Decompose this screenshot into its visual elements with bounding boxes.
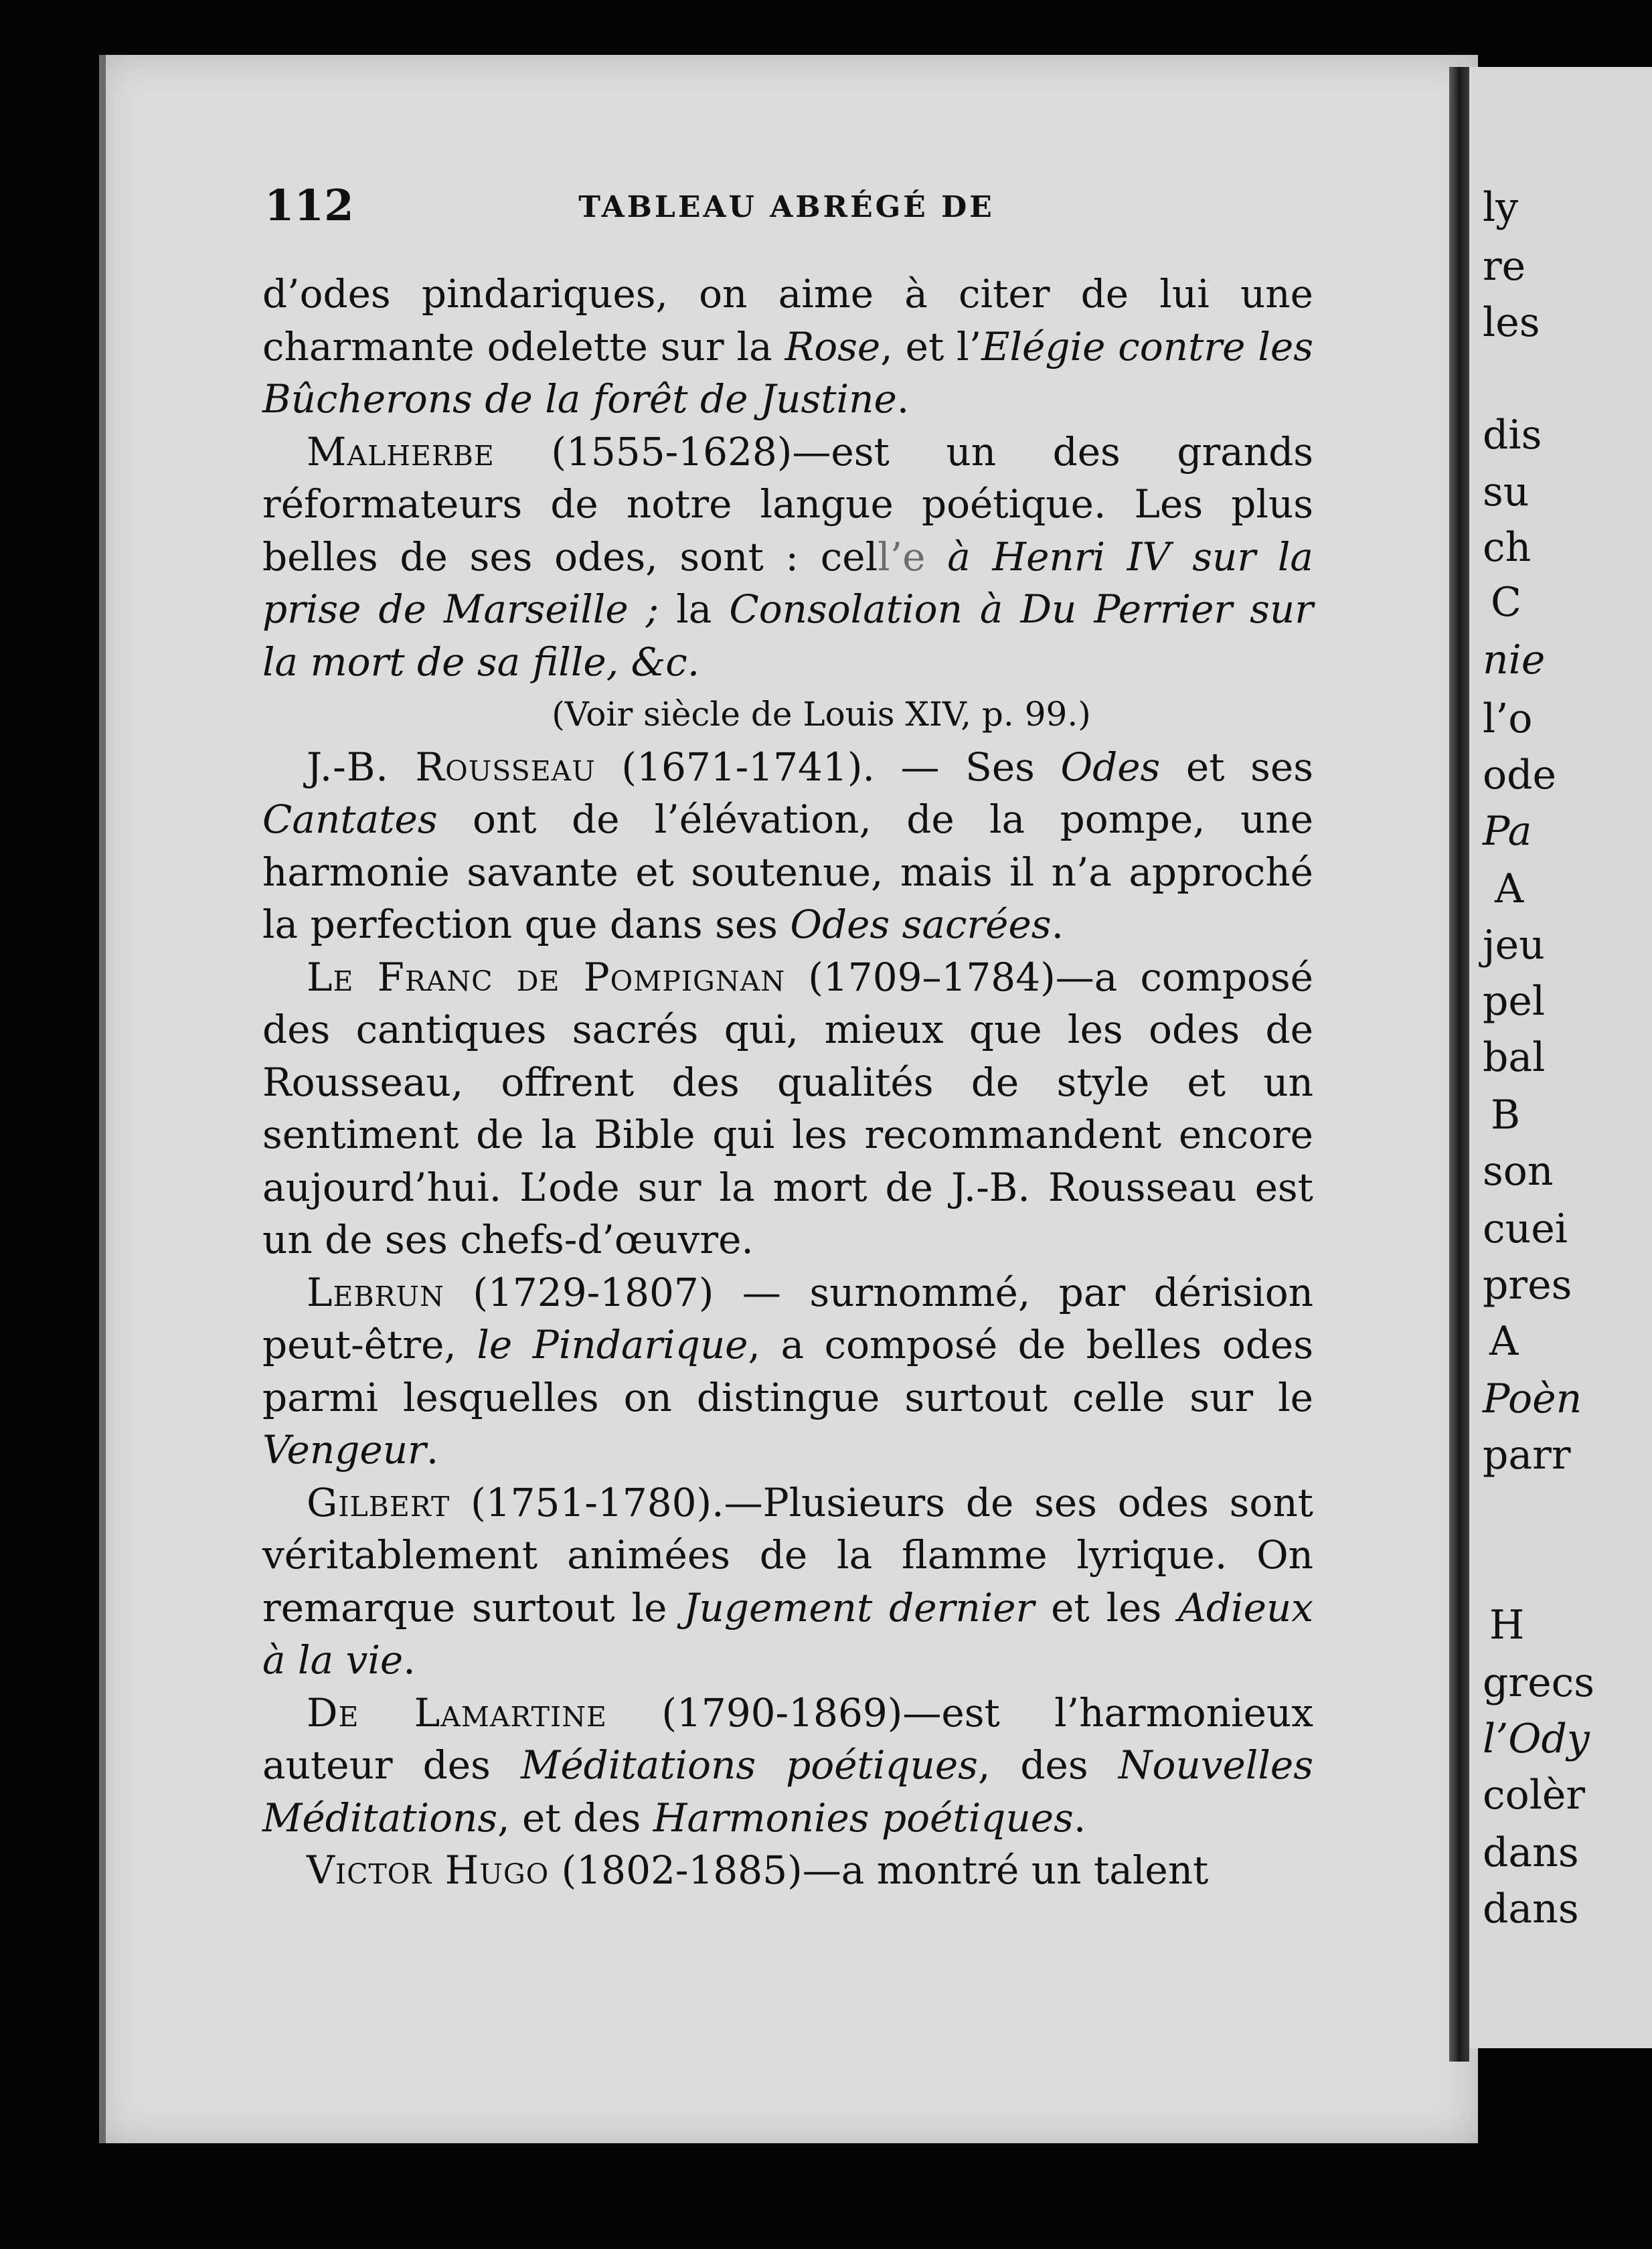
paragraph-lamartine: De Lamartine (1790-1869)—est l’harmonieux auteur des Méditations poétiques, des Nouvelles Méditations, et des Harmonies poétiques. <box>262 1689 1313 1841</box>
facing-page-line: dis <box>1483 412 1542 459</box>
author-name: Lebrun <box>307 1269 444 1315</box>
facing-page-line: bal <box>1483 1034 1546 1081</box>
facing-page-line: nie <box>1483 637 1546 683</box>
facing-page-line: A <box>1489 1318 1519 1365</box>
page-number: 112 <box>264 181 354 231</box>
facing-page-line: les <box>1483 299 1540 346</box>
facing-page-line: ly <box>1483 184 1519 231</box>
facing-page-line: ode <box>1483 752 1557 799</box>
paragraph-continuation: d’odes pindariques, on aime à citer de lui une charmante odelette sur la Rose, et l’Elégie contre les Bûcherons de la forêt de Justine. <box>262 271 1313 422</box>
facing-page-line: son <box>1483 1148 1554 1195</box>
author-name: Le Franc de Pompignan <box>307 954 786 1000</box>
facing-page-line: l’Ody <box>1483 1716 1590 1762</box>
book-gutter <box>1449 67 1469 2062</box>
author-name: De Lamartine <box>307 1689 607 1736</box>
author-name: J.-B. Rousseau <box>307 744 596 790</box>
author-name: Victor Hugo <box>307 1847 550 1893</box>
cross-reference-note: (Voir siècle de Louis XIV, p. 99.) <box>552 695 1091 734</box>
facing-page-fragment <box>1469 67 1652 2048</box>
facing-page-line: grecs <box>1483 1659 1594 1706</box>
facing-page-line: ch <box>1483 524 1532 571</box>
facing-page-line: B <box>1491 1092 1521 1139</box>
facing-page-line: parr <box>1483 1432 1571 1479</box>
facing-page-line: colèr <box>1483 1772 1586 1819</box>
paragraph-rousseau: J.-B. Rousseau (1671-1741). — Ses Odes et ses Cantates ont de l’élévation, de la pompe, une harmonie savante et soutenue, mais il n’a approché la perfection que dans ses Odes sacrées. <box>262 744 1314 947</box>
facing-page-line: su <box>1483 469 1530 515</box>
page-edge <box>99 55 106 2143</box>
author-name: Malherbe <box>307 428 495 475</box>
facing-page-line: dans <box>1483 1829 1579 1876</box>
facing-page-line: pel <box>1483 978 1546 1025</box>
facing-page-line: H <box>1489 1602 1525 1649</box>
paragraph-malherbe: Malherbe (1555-1628)—est un des grands réformateurs de notre langue poétique. Les plus belles de ses odes, sont : cell’e à Henri IV sur la prise de Marseille ; la Consolation à Du Perrier sur la mort de sa fille, &c. <box>262 428 1313 685</box>
facing-page-line: Poèn <box>1483 1376 1582 1422</box>
running-title: TABLEAU ABRÉGÉ DE <box>578 190 995 224</box>
body-text <box>262 268 1313 1897</box>
facing-page-line: dans <box>1483 1886 1579 1932</box>
paragraph-hugo: Victor Hugo (1802-1885)—a montré un talent <box>307 1847 1209 1893</box>
facing-page-line: re <box>1483 243 1526 290</box>
paragraph-lebrun: Lebrun (1729-1807) — surnommé, par dérision peut-être, le Pindarique, a composé de belles odes parmi lesquelles on distingue surtout celle sur le Vengeur. <box>262 1269 1313 1473</box>
paragraph-pompignan: Le Franc de Pompignan (1709–1784)—a composé des cantiques sacrés qui, mieux que les odes de Rousseau, offrent des qualités de style et un sentiment de la Bible qui les recommandent encore aujourd’hui. L’ode sur la mort de J.-B. Rousseau est un de ses chefs-d’œuvre. <box>262 954 1313 1262</box>
facing-page-line: C <box>1491 579 1521 626</box>
author-name: Gilbert <box>307 1479 450 1525</box>
facing-page-line: l’o <box>1483 695 1533 742</box>
facing-page-line: Pa <box>1483 808 1532 855</box>
page-header <box>264 181 1309 234</box>
facing-page-line: pres <box>1483 1262 1572 1309</box>
paragraph-gilbert: Gilbert (1751-1780).—Plusieurs de ses odes sont véritablement animées de la flamme lyrique. On remarque surtout le Jugement dernier et les Adieux à la vie. <box>262 1479 1313 1683</box>
facing-page-line: cuei <box>1483 1205 1568 1252</box>
facing-page-line: jeu <box>1483 922 1545 969</box>
facing-page-line: A <box>1495 865 1524 912</box>
